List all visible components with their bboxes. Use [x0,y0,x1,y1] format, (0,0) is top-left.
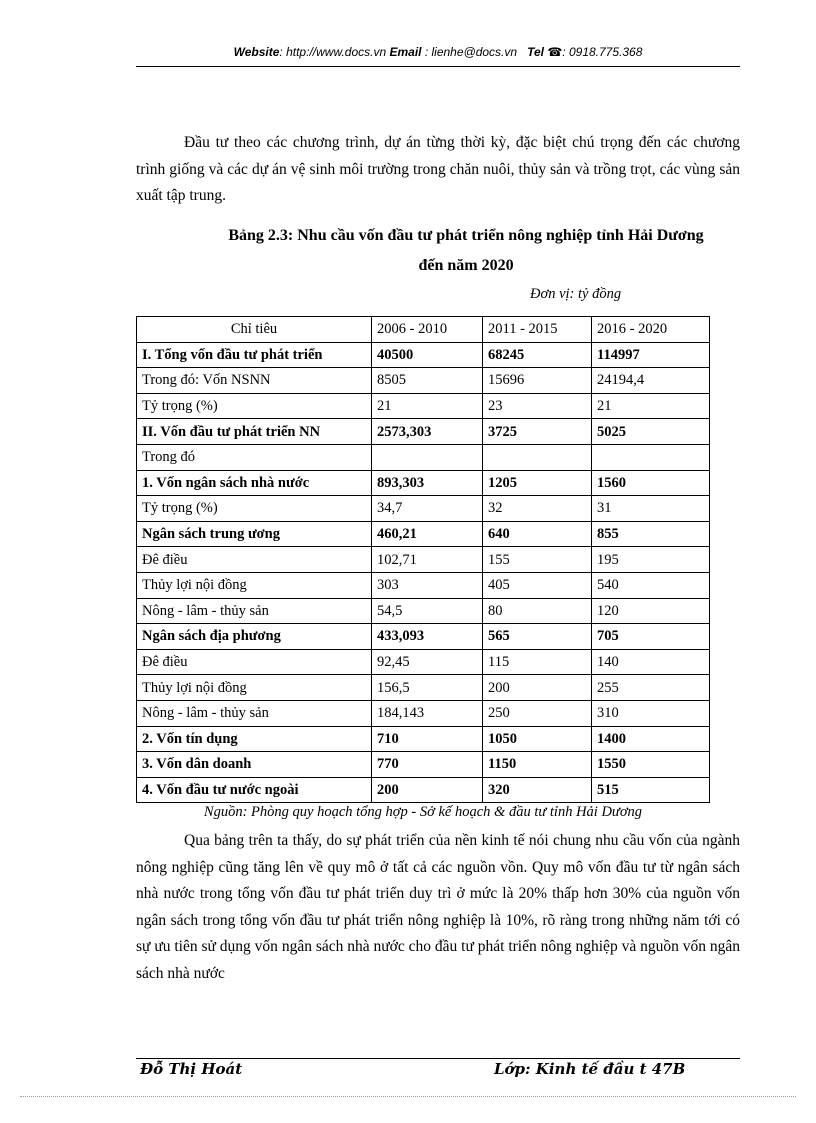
table-cell: 195 [592,547,710,573]
table-cell: I. Tổng vốn đầu tư phát triển [137,342,372,368]
source-note: Nguồn: Phòng quy hoạch tổng hợp - Sở kế hoạch & đầu tư tỉnh Hải Dương [203,804,643,820]
table-cell: 705 [592,624,710,650]
table-cell: Trong đó: Vốn NSNN [137,368,372,394]
table-cell: 80 [483,598,592,624]
table-cell: 303 [372,572,483,598]
header-divider [136,66,740,67]
table-cell: Trong đó [137,444,372,470]
table-cell: 515 [592,777,710,803]
table-cell: 1560 [592,470,710,496]
table-cell: 184,143 [372,700,483,726]
table-cell: 4. Vốn đầu tư nước ngoài [137,777,372,803]
table-header-cell: 2006 - 2010 [372,317,483,343]
paragraph-analysis-text: Qua bảng trên ta thấy, do sự phát triển của nền kinh tế nói chung nhu cầu vốn của ngành nông nghiệp cũng tăng lên về quy mô ở tất cả các nguồn vồn. Quy mô vốn đầu tư từ ngân sách nhà nước trong tổng vốn đầu tư phát triển duy trì ở mức là 20% thấp hơn 30% của nguồn vốn ngân sách trong tổng vốn đầu tư phát triển nông nghiệp là 10%, rõ ràng trong những năm tới có sự ưu tiên sử dụng vốn ngân sách nhà nước cho đầu tư phát triển nông nghiệp và nguồn vốn ngân sách nhà nước [136,832,740,982]
table-cell [483,444,592,470]
page-bottom-border [20,1096,796,1097]
table-cell: Tỷ trọng (%) [137,496,372,522]
table-cell: 92,45 [372,649,483,675]
table-cell: Ngân sách địa phương [137,624,372,650]
table-cell: 640 [483,521,592,547]
table-cell: 2. Vốn tín dụng [137,726,372,752]
table-cell: 250 [483,700,592,726]
table-cell: Nông - lâm - thủy sản [137,700,372,726]
table-cell: 32 [483,496,592,522]
table-row [137,419,710,445]
paragraph-intro [136,130,740,210]
table-cell: 893,303 [372,470,483,496]
tel-value: : 0918.775.368 [562,45,643,59]
table-cell: 24194,4 [592,368,710,394]
website-value: : http://www.docs.vn [279,45,387,59]
table-cell: 310 [592,700,710,726]
table-row [137,521,710,547]
table-cell: 1. Vốn ngân sách nhà nước [137,470,372,496]
table-cell: 3725 [483,419,592,445]
table-cell: 405 [483,572,592,598]
table-cell: 102,71 [372,547,483,573]
table-cell [372,444,483,470]
footer-author: Đỗ Thị Hoát [140,1060,243,1078]
table-cell: Thủy lợi nội đồng [137,675,372,701]
table-cell: 114997 [592,342,710,368]
table-header-row [137,317,710,343]
table-cell: 115 [483,649,592,675]
table-row [137,726,710,752]
paragraph-analysis [136,828,740,987]
table-cell: 3. Vốn dân doanh [137,752,372,778]
footer-divider [136,1058,740,1059]
table-title-line1: Bảng 2.3: Nhu cầu vốn đầu tư phát triển nông nghiệp tỉnh Hải Dương [228,227,704,244]
table-cell: 200 [372,777,483,803]
table-cell: 1050 [483,726,592,752]
table-cell: 15696 [483,368,592,394]
capital-demand-table [136,316,710,803]
table-row [137,393,710,419]
table-cell: 68245 [483,342,592,368]
table-row [137,675,710,701]
table-cell: 255 [592,675,710,701]
table-row [137,547,710,573]
table-cell: II. Vốn đầu tư phát triển NN [137,419,372,445]
table-row [137,342,710,368]
table-cell: 1150 [483,752,592,778]
table-cell: 460,21 [372,521,483,547]
table-cell: 565 [483,624,592,650]
table-header-cell: 2016 - 2020 [592,317,710,343]
table-cell: 2573,303 [372,419,483,445]
table-cell: 21 [372,393,483,419]
email-value: : lienhe@docs.vn [421,45,518,59]
table-cell: 31 [592,496,710,522]
tel-label: Tel [527,45,544,59]
table-cell: Thủy lợi nội đồng [137,572,372,598]
table-title [136,221,796,281]
table-cell: 1550 [592,752,710,778]
table-cell: 155 [483,547,592,573]
table-row [137,444,710,470]
table-header-cell: Chỉ tiêu [137,317,372,343]
table-cell: 200 [483,675,592,701]
table-cell: 540 [592,572,710,598]
table-cell: 156,5 [372,675,483,701]
table-row [137,496,710,522]
table-cell: 140 [592,649,710,675]
phone-icon: ☎ [547,45,563,59]
table-cell: 34,7 [372,496,483,522]
table-cell: 770 [372,752,483,778]
table-cell: 5025 [592,419,710,445]
table-cell: 54,5 [372,598,483,624]
table-cell: 8505 [372,368,483,394]
table-row [137,624,710,650]
table-cell: 120 [592,598,710,624]
table-cell: 40500 [372,342,483,368]
unit-label: Đơn vị: tỷ đồng [530,286,622,302]
page-header [136,45,740,59]
table-cell: 1400 [592,726,710,752]
paragraph-intro-text: Đầu tư theo các chương trình, dự án từng thời kỳ, đặc biệt chú trọng đến các chương trình giống và các dự án vệ sinh môi trường trong chăn nuôi, thủy sản và trồng trọt, các vùng sản xuất tập trung. [136,134,740,204]
table-row [137,777,710,803]
table-cell: Đê điều [137,547,372,573]
table-row [137,649,710,675]
table-cell: 23 [483,393,592,419]
email-label: Email [389,45,422,59]
table-cell: Nông - lâm - thủy sản [137,598,372,624]
table-cell: Tỷ trọng (%) [137,393,372,419]
table-cell: 710 [372,726,483,752]
table-title-line2: đến năm 2020 [418,257,514,274]
table-cell: 21 [592,393,710,419]
table-cell: 433,093 [372,624,483,650]
website-label: Website [233,45,280,59]
table-cell [592,444,710,470]
table-cell: Đê điều [137,649,372,675]
footer-class: Lớp: Kinh tế đầu t 47B [494,1060,686,1078]
table-row [137,368,710,394]
table-row [137,752,710,778]
table-cell: Ngân sách trung ương [137,521,372,547]
table-cell: 320 [483,777,592,803]
table-row [137,470,710,496]
table-cell: 855 [592,521,710,547]
table-row [137,572,710,598]
table-row [137,700,710,726]
table-header-cell: 2011 - 2015 [483,317,592,343]
table-cell: 1205 [483,470,592,496]
table-row [137,598,710,624]
